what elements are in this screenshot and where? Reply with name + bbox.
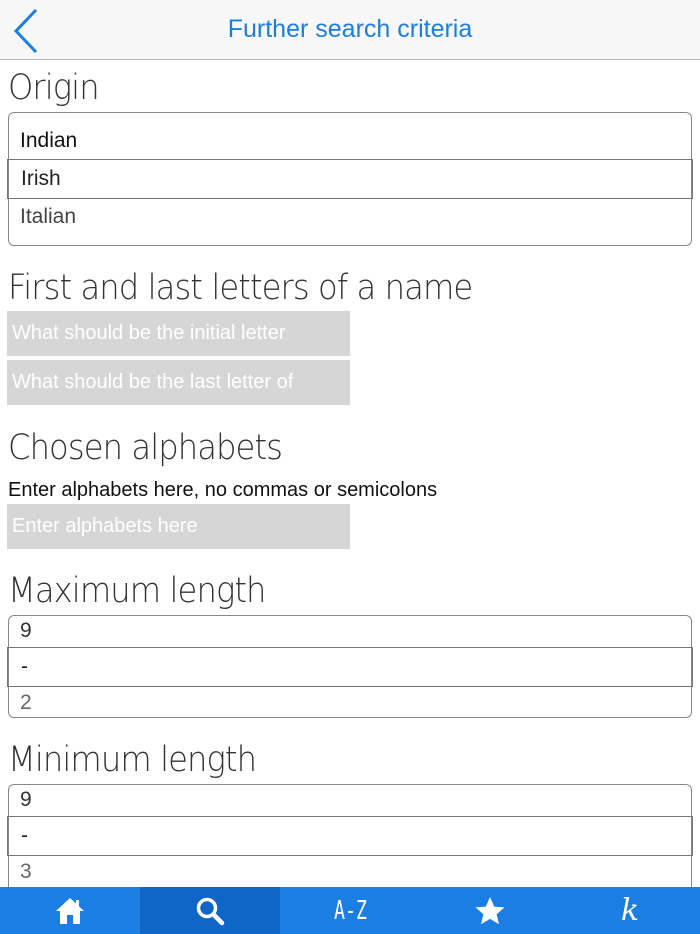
tab-favorites[interactable]: [420, 887, 560, 934]
last-letter-input[interactable]: [7, 360, 350, 405]
min-length-option[interactable]: 9: [20, 788, 32, 811]
tab-search[interactable]: [140, 887, 280, 934]
min-length-option-selected[interactable]: -: [7, 816, 693, 856]
min-length-heading: Minimum length: [8, 740, 257, 780]
origin-option[interactable]: Indian: [20, 129, 78, 152]
max-length-picker[interactable]: [8, 615, 692, 718]
max-length-option[interactable]: 2: [20, 691, 32, 714]
k-logo-icon: k: [620, 893, 640, 928]
alphabets-heading: Chosen alphabets: [8, 428, 283, 468]
origin-option-selected[interactable]: Irish: [7, 159, 693, 199]
tab-bar: [0, 887, 700, 934]
max-length-option-selected[interactable]: -: [7, 647, 693, 687]
tab-home[interactable]: [0, 887, 140, 934]
initial-letter-input[interactable]: [7, 311, 350, 356]
tab-a-z[interactable]: [280, 887, 420, 934]
a-z-icon: A-Z: [333, 895, 367, 926]
min-length-option[interactable]: 3: [20, 860, 32, 883]
tab-brand[interactable]: [560, 887, 700, 934]
home-icon: [54, 895, 86, 927]
navigation-bar: [0, 0, 700, 60]
alphabets-input[interactable]: [7, 504, 350, 549]
min-length-picker[interactable]: [8, 784, 692, 887]
origin-heading: Origin: [8, 68, 99, 108]
page-title: Further search criteria: [227, 15, 473, 43]
origin-option[interactable]: Italian: [20, 205, 77, 228]
max-length-heading: Maximum length: [8, 571, 266, 611]
alphabets-helper-text: Enter alphabets here, no commas or semicolons: [8, 479, 438, 501]
letters-heading: First and last letters of a name: [8, 268, 473, 308]
search-icon: [194, 895, 226, 927]
max-length-option[interactable]: 9: [20, 619, 32, 642]
origin-picker[interactable]: [8, 112, 692, 246]
star-icon: [474, 895, 506, 927]
